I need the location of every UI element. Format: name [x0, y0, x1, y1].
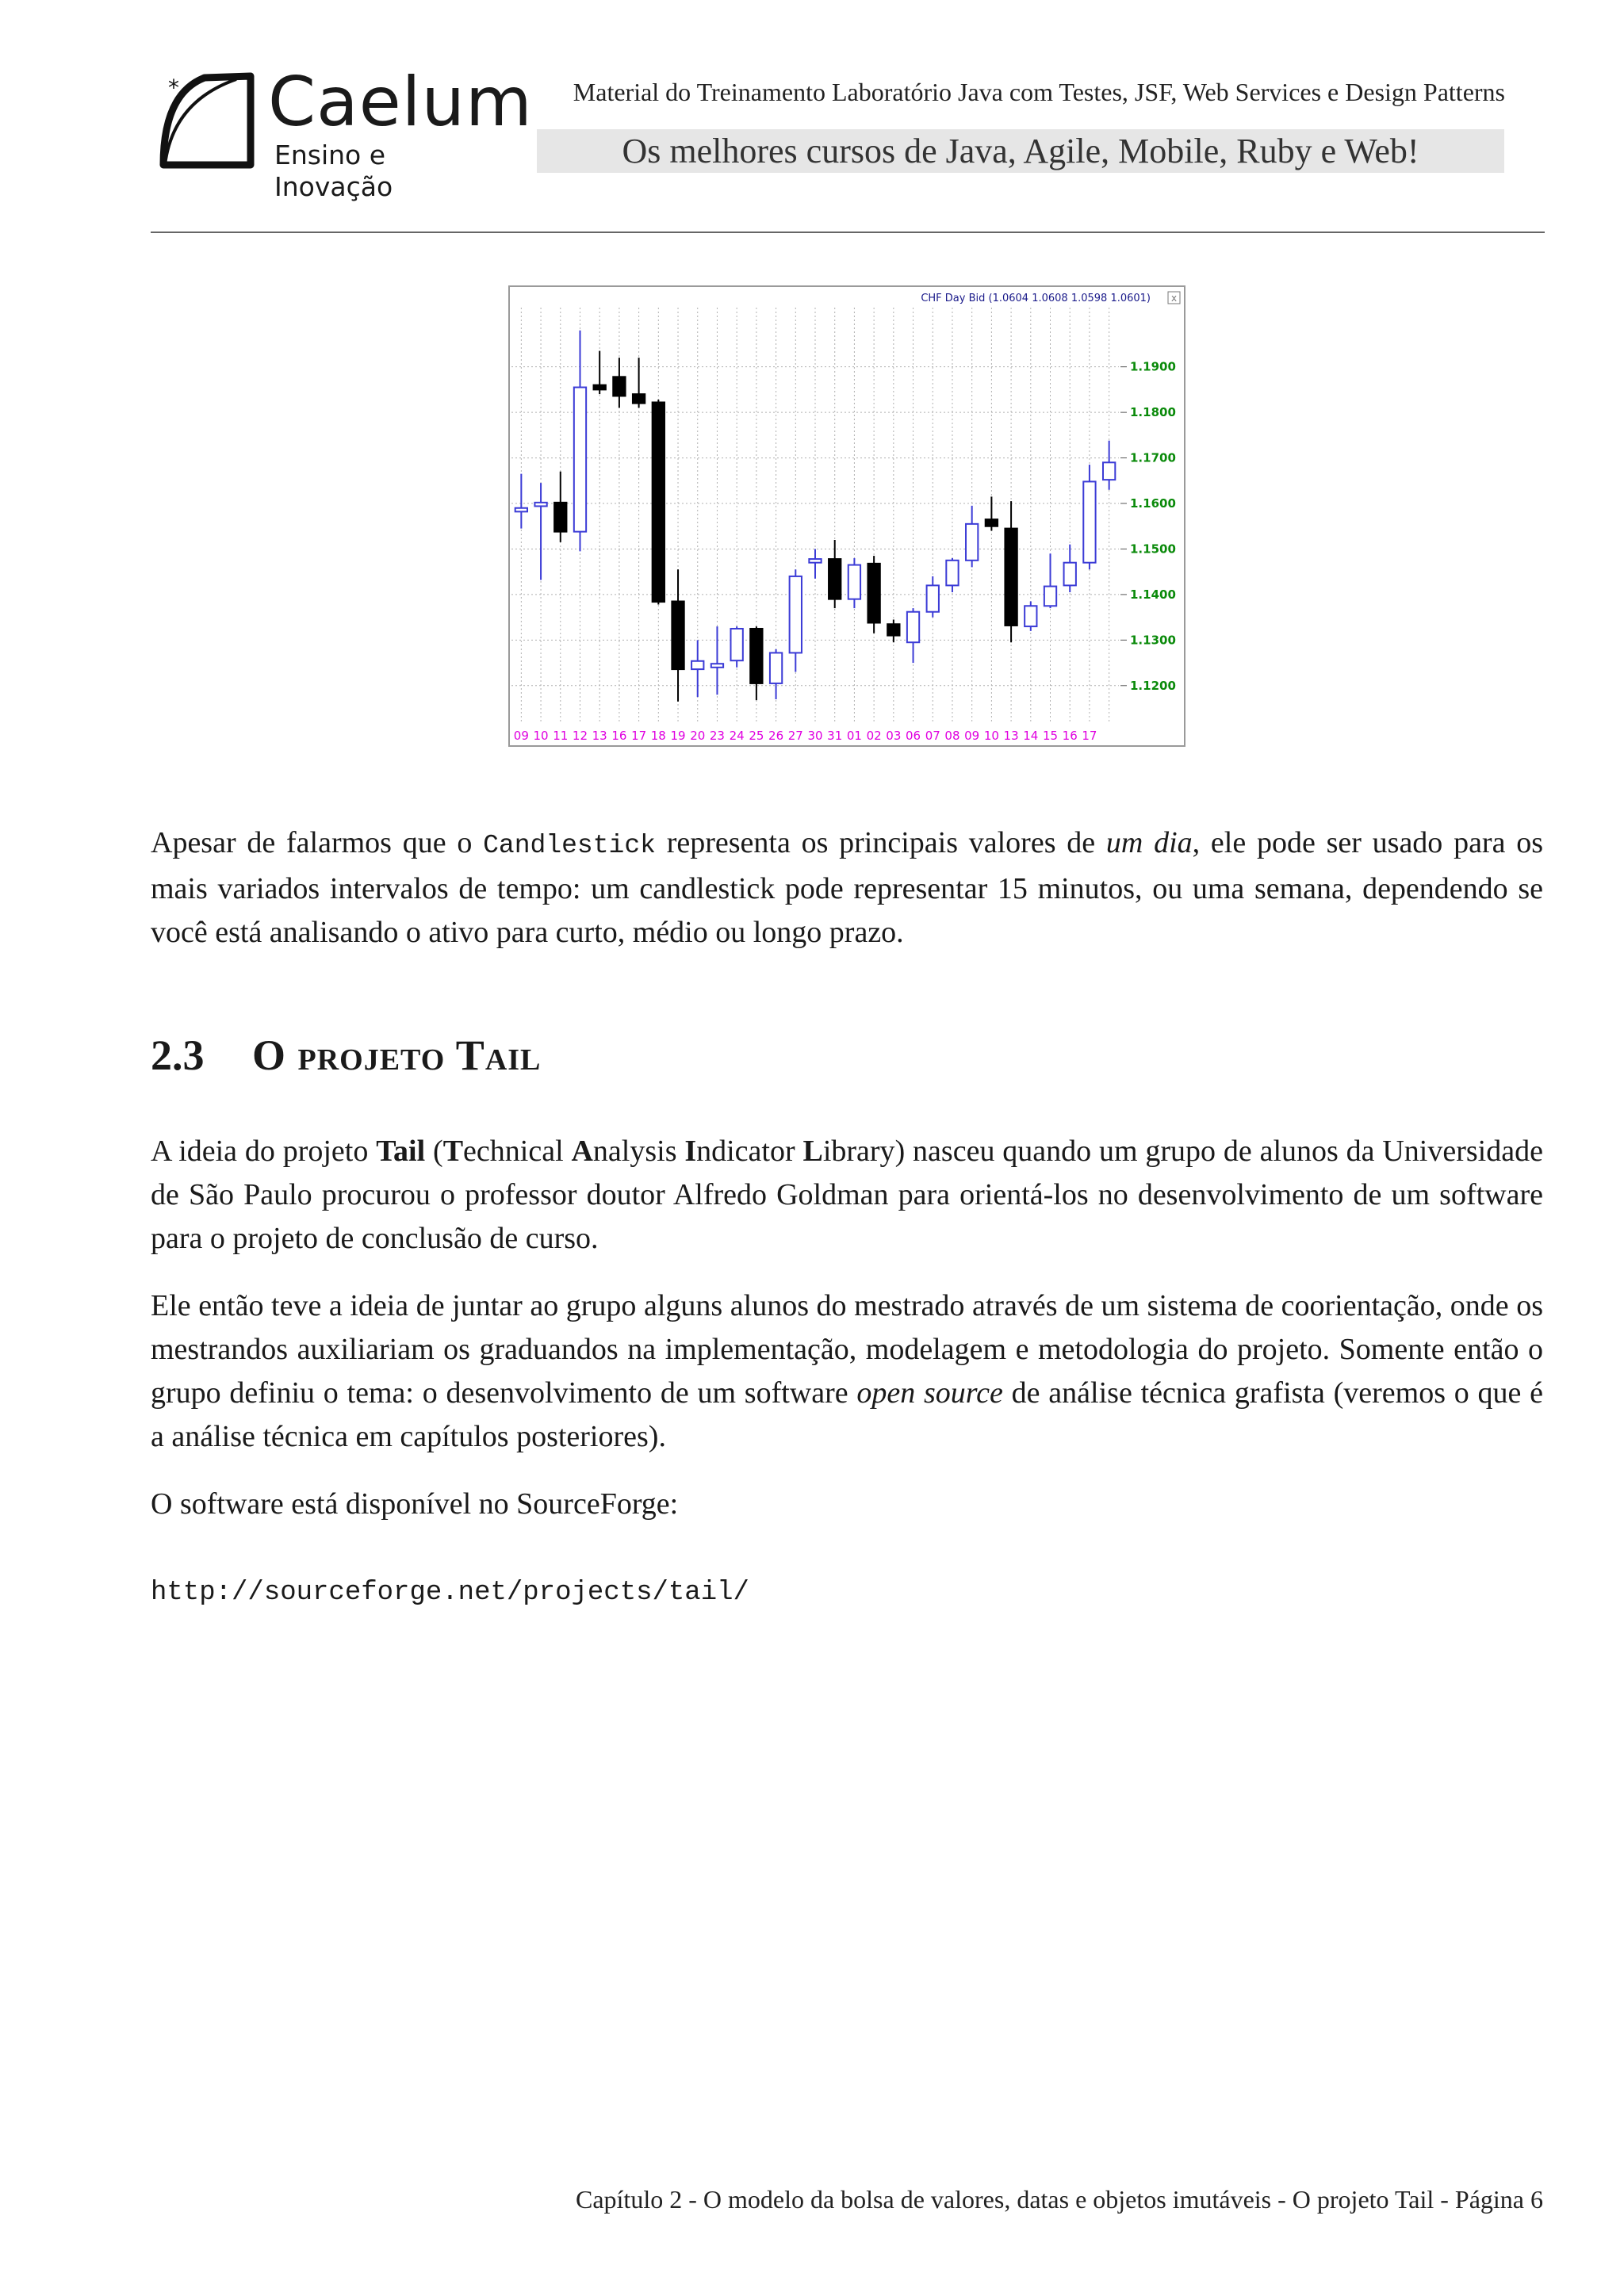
- candle-body: [946, 561, 958, 586]
- text: Ele então teve a ideia de juntar ao grupo alguns alunos do mestrado através de um sistema de coorientação, onde os mestrandos auxiliariam os graduandos na implementação, modelagem e metodologia do projeto. Somente então o grupo definiu o tema: o desenvolvimento de um software: [151, 1289, 1543, 1410]
- y-tick-label: 1.1400: [1130, 587, 1176, 602]
- emphasis: open source: [856, 1376, 1003, 1410]
- candle-body: [770, 652, 782, 683]
- text: ndicator: [696, 1135, 803, 1168]
- candle-body: [966, 524, 978, 561]
- y-tick-label: 1.1600: [1130, 496, 1176, 511]
- bold-tail: Tail: [376, 1135, 426, 1168]
- paragraph-tail-origin: [151, 1130, 1543, 1261]
- candle-body: [1044, 587, 1056, 607]
- x-tick-label: 08: [944, 729, 960, 743]
- text: echnical: [463, 1135, 572, 1168]
- section-title: O projeto Tail: [252, 1031, 542, 1079]
- candle-body: [594, 385, 606, 390]
- x-tick-label: 25: [749, 729, 764, 743]
- candle-up: [1025, 602, 1036, 631]
- x-tick-label: 16: [1062, 729, 1078, 743]
- text: Apesar de falarmos que o: [151, 826, 484, 859]
- x-tick-label: 12: [572, 729, 588, 743]
- text: representa os principais valores de: [655, 826, 1106, 859]
- y-tick-label: 1.1900: [1130, 359, 1176, 374]
- candlestick-chart: [508, 285, 1185, 747]
- text: A ideia do projeto: [151, 1135, 377, 1168]
- acronym-letter: I: [684, 1135, 697, 1168]
- candle-body: [653, 402, 665, 602]
- acronym-letter: L: [802, 1135, 823, 1168]
- x-tick-label: 16: [611, 729, 627, 743]
- paragraph-candlestick-intervals: [151, 821, 1543, 955]
- y-tick-label: 1.1800: [1130, 405, 1176, 420]
- x-tick-label: 17: [631, 729, 647, 743]
- page-footer: Capítulo 2 - O modelo da bolsa de valores, datas e objetos imutáveis - O projeto Tail - Página 6: [575, 2185, 1543, 2214]
- x-tick-label: 10: [533, 729, 549, 743]
- x-tick-label: 18: [650, 729, 666, 743]
- sourceforge-url[interactable]: http://sourceforge.net/projects/tail/: [151, 1578, 749, 1608]
- candle-body: [574, 388, 586, 532]
- candle-body: [1005, 529, 1017, 626]
- x-tick-label: 30: [807, 729, 823, 743]
- candle-body: [633, 394, 645, 403]
- x-tick-label: 15: [1042, 729, 1059, 743]
- x-tick-label: 27: [787, 729, 803, 743]
- paragraph-coorientation: [151, 1284, 1543, 1459]
- candle-body: [672, 602, 684, 670]
- candle-body: [848, 565, 860, 599]
- candle-down: [868, 556, 879, 633]
- candle-up: [731, 626, 743, 668]
- section-number: 2.3: [151, 1031, 205, 1079]
- candle-body: [613, 377, 625, 396]
- x-tick-label: 07: [925, 729, 940, 743]
- candle-body: [534, 503, 546, 507]
- candle-body: [554, 503, 566, 532]
- caelum-logo: [157, 63, 533, 202]
- logo-name: Caelum: [268, 63, 533, 142]
- x-tick-label: 26: [768, 729, 784, 743]
- acronym-letter: A: [571, 1135, 593, 1168]
- x-tick-label: 31: [827, 729, 843, 743]
- candle-body: [1103, 462, 1115, 480]
- text: ) nasceu quando um grupo de alunos da Universidade de São Paulo procurou o professor doutor Alfredo Goldman para orientá-los no desenvolvimento de um software para o projeto de conclusão de curso.: [151, 1135, 1543, 1255]
- svg-text:*: *: [168, 75, 179, 101]
- candle-body: [1025, 606, 1036, 626]
- y-tick-label: 1.1500: [1130, 541, 1176, 557]
- training-title: Material do Treinamento Laboratório Java com Testes, JSF, Web Services e Design Patterns: [573, 78, 1505, 106]
- chart-close-icon: x: [1170, 293, 1178, 304]
- inline-code: Candlestick: [483, 831, 656, 860]
- x-tick-label: 01: [846, 729, 862, 743]
- x-tick-label: 24: [729, 729, 745, 743]
- candle-body: [887, 624, 899, 635]
- y-tick-label: 1.1300: [1130, 633, 1176, 648]
- x-tick-label: 17: [1082, 729, 1097, 743]
- text: (: [425, 1135, 443, 1168]
- candle-body: [986, 519, 998, 526]
- caelum-logo-mark-icon: [157, 70, 256, 169]
- x-tick-label: 20: [690, 729, 706, 743]
- candle-body: [790, 576, 802, 653]
- candle-body: [868, 564, 879, 623]
- emphasis: um dia: [1105, 826, 1193, 859]
- x-tick-label: 09: [964, 729, 980, 743]
- logo-subtitle: Ensino e Inovação: [274, 140, 393, 202]
- section-heading: [151, 1031, 541, 1080]
- paragraph-availability: O software está disponível no SourceForge:: [151, 1487, 679, 1521]
- x-tick-label: 23: [709, 729, 725, 743]
- x-tick-label: 10: [983, 729, 999, 743]
- text: nalysis: [592, 1135, 685, 1168]
- x-tick-label: 03: [886, 729, 902, 743]
- y-tick-label: 1.1700: [1130, 450, 1176, 465]
- acronym-letter: T: [442, 1135, 464, 1168]
- x-tick-label: 13: [592, 729, 607, 743]
- y-tick-label: 1.1200: [1130, 678, 1176, 693]
- x-tick-label: 14: [1023, 729, 1039, 743]
- text: ibrary: [822, 1135, 895, 1168]
- candle-body: [691, 661, 703, 669]
- candle-body: [907, 612, 919, 642]
- candle-body: [515, 508, 527, 512]
- candle-body: [1083, 481, 1095, 562]
- candle-body: [829, 559, 841, 599]
- candle-body: [1064, 563, 1076, 586]
- x-tick-label: 19: [670, 729, 686, 743]
- candle-body: [750, 629, 762, 683]
- candle-body: [927, 585, 939, 611]
- x-tick-label: 09: [513, 729, 529, 743]
- candle-body: [711, 664, 723, 668]
- candle-body: [809, 559, 821, 563]
- x-tick-label: 06: [906, 729, 921, 743]
- candlestick-chart-figure: [508, 285, 1185, 747]
- x-tick-label: 13: [1003, 729, 1019, 743]
- header-divider: [151, 232, 1545, 233]
- header-tagline: Os melhores cursos de Java, Agile, Mobile, Ruby e Web!: [537, 129, 1504, 173]
- x-tick-label: 02: [866, 729, 882, 743]
- x-tick-label: 11: [553, 729, 569, 743]
- text: de análise técnica grafista (veremos o que é a análise técnica em capítulos posteriores).: [151, 1376, 1543, 1453]
- candle-body: [731, 629, 743, 660]
- text: , ele pode ser usado para os mais variados intervalos de tempo: um candlestick pode representar 15 minutos, ou uma semana, dependendo se você está analisando o ativo para curto, médio ou longo prazo.: [151, 826, 1544, 949]
- candle-down: [653, 400, 665, 605]
- chart-title: CHF Day Bid (1.0604 1.0608 1.0598 1.0601): [921, 293, 1151, 304]
